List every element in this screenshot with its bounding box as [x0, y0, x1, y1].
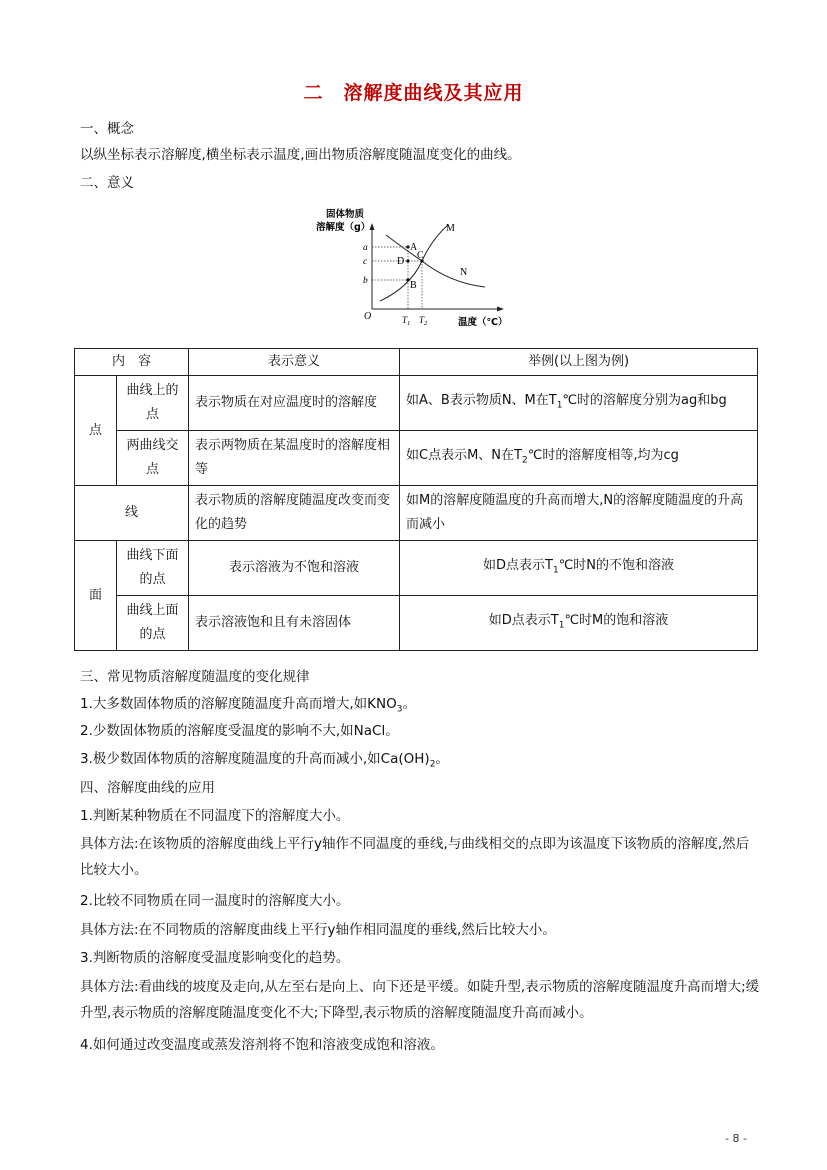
rule-item-2: 2.少数固体物质的溶解度受温度的影响不大,如NaCl。	[80, 723, 399, 739]
meaning-table	[74, 348, 758, 651]
x-axis-arrow	[497, 307, 504, 312]
table-row	[75, 431, 758, 486]
y-axis-label-2: 溶解度（g）	[316, 222, 371, 233]
row-meaning: 表示溶液为不饱和溶液	[189, 541, 400, 596]
table-row	[75, 376, 758, 431]
row-example: 如C点表示M、N在$T_2℃$时的溶解度相等,均为cg	[400, 431, 758, 486]
row-example: 如D点表示$T_1℃$时M的饱和溶液	[400, 596, 758, 651]
table-row	[75, 596, 758, 651]
tick-b: b	[363, 276, 368, 286]
section-title: 二 溶解度曲线及其应用	[303, 82, 524, 104]
row-meaning: 表示溶液饱和且有未溶固体	[189, 596, 400, 651]
x-axis-label: 温度（℃）	[458, 317, 508, 328]
tick-c: c	[363, 257, 368, 267]
row-subtype: 两曲线交点	[117, 431, 189, 486]
origin-label: O	[364, 311, 372, 322]
application-item-3: 3.判断物质的溶解度受温度影响变化的趋势。	[80, 950, 350, 966]
label-b: B	[410, 280, 417, 291]
row-subtype: 曲线下面的点	[117, 541, 189, 596]
application-method-2: 具体方法:在不同物质的溶解度曲线上平行y轴作相同温度的垂线,然后比较大小。	[80, 922, 556, 938]
application-heading: 四、溶解度曲线的应用	[80, 780, 215, 796]
application-item-1: 1.判断某种物质在不同温度下的溶解度大小。	[80, 808, 350, 824]
page-number: - 8 -	[725, 1132, 747, 1145]
label-c: C	[417, 250, 424, 261]
tick-a: a	[363, 243, 368, 253]
group-face: 面	[75, 541, 117, 651]
concept-heading: 一、概念	[80, 121, 134, 137]
application-item-4: 4.如何通过改变温度或蒸发溶剂将不饱和溶液变成饱和溶液。	[80, 1037, 444, 1053]
header-content: 内 容	[75, 349, 189, 376]
rule-item-1: 1.大多数固体物质的溶解度随温度升高而增大,如$KNO_3$。	[80, 696, 416, 715]
solubility-curve-svg	[300, 205, 520, 335]
point-d-dot	[406, 259, 409, 262]
application-method-3: 具体方法:看曲线的坡度及走向,从左至右是向上、向下还是平缓。如陡升型,表示物质的溶解度随温度升高而增大;缓升型,表示物质的溶解度随温度变化不大;下降型,表示物质的溶解度随温度升高而减小。	[80, 979, 760, 1021]
table-row	[75, 486, 758, 541]
label-m: M	[446, 223, 455, 234]
header-example: 举例(以上图为例)	[400, 349, 758, 376]
table-header-row	[75, 349, 758, 376]
tick-t2: $T_2$	[419, 315, 428, 327]
y-axis-label-1: 固体物质	[326, 209, 365, 220]
row-subtype: 曲线上的点	[117, 376, 189, 431]
solubility-curve-figure	[300, 205, 520, 335]
rules-heading: 三、常见物质溶解度随温度的变化规律	[80, 669, 310, 685]
row-subtype: 曲线上面的点	[117, 596, 189, 651]
label-d: D	[397, 256, 405, 267]
application-method-1: 具体方法:在该物质的溶解度曲线上平行y轴作不同温度的垂线,与曲线相交的点即为该温度下该物质的溶解度,然后比较大小。	[80, 836, 750, 878]
row-subtype: 线	[75, 486, 189, 541]
header-meaning: 表示意义	[189, 349, 400, 376]
row-example: 如D点表示$T_1℃$时N的不饱和溶液	[400, 541, 758, 596]
group-point: 点	[75, 376, 117, 486]
table-row	[75, 541, 758, 596]
row-example: 如A、B表示物质N、M在$T_1℃$时的溶解度分别为ag和bg	[400, 376, 758, 431]
row-meaning: 表示物质的溶解度随温度改变而变化的趋势	[189, 486, 400, 541]
label-a: A	[410, 242, 418, 253]
row-meaning: 表示两物质在某温度时的溶解度相等	[189, 431, 400, 486]
tick-t1: $T_1$	[402, 315, 411, 327]
row-example: 如M的溶解度随温度的升高而增大,N的溶解度随温度的升高而减小	[400, 486, 758, 541]
meaning-heading: 二、意义	[80, 175, 134, 191]
application-item-2: 2.比较不同物质在同一温度时的溶解度大小。	[80, 893, 350, 909]
rule-item-3: 3.极少数固体物质的溶解度随温度的升高而减小,如$Ca(OH)_2$。	[80, 751, 449, 770]
label-n: N	[460, 267, 468, 278]
row-meaning: 表示物质在对应温度时的溶解度	[189, 376, 400, 431]
concept-text: 以纵坐标表示溶解度,横坐标表示温度,画出物质溶解度随温度变化的曲线。	[80, 147, 521, 163]
